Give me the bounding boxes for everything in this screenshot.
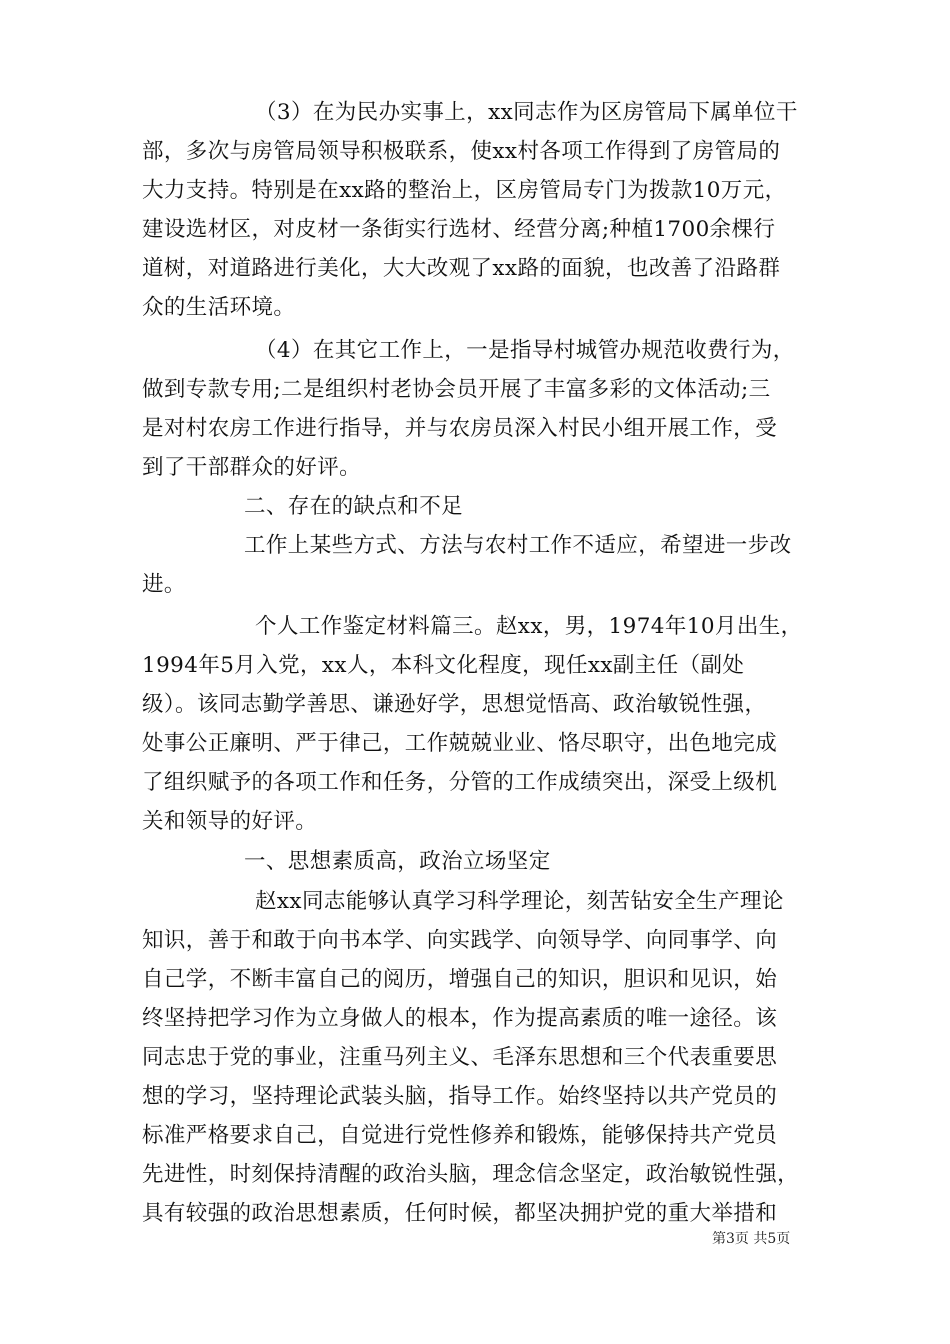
- text-line: 关和领导的好评。: [142, 809, 318, 834]
- text-line: 部，多次与房管局领导积极联系，使xx村各项工作得到了房管局的: [142, 139, 781, 164]
- page-number: 第3页 共5页: [712, 1231, 791, 1247]
- text-line: 先进性，时刻保持清醒的政治头脑，理念信念坚定，政治敏锐性强，: [142, 1162, 800, 1187]
- text-line: 进。: [142, 572, 186, 597]
- text-line: 个人工作鉴定材料篇三。赵xx，男，1974年10月出生，: [255, 614, 803, 639]
- text-line: 知识，善于和敢于向书本学、向实践学、向领导学、向同事学、向: [142, 928, 778, 953]
- text-line: 到了干部群众的好评。: [142, 455, 362, 480]
- text-line: 终坚持把学习作为立身做人的根本，作为提高素质的唯一途径。该: [142, 1006, 778, 1031]
- text-line: 一、思想素质高，政治立场坚定: [244, 849, 551, 874]
- text-line: 做到专款专用;二是组织村老协会员开展了丰富多彩的文体活动;三: [142, 377, 771, 402]
- text-line: 是对村农房工作进行指导，并与农房员深入村民小组开展工作，受: [142, 416, 778, 441]
- text-line: 级）。该同志勤学善思、谦逊好学，思想觉悟高、政治敏锐性强，: [142, 692, 767, 717]
- text-line: 大力支持。特别是在xx路的整治上，区房管局专门为拨款10万元，: [142, 178, 787, 203]
- text-line: 同志忠于党的事业，注重马列主义、毛泽东思想和三个代表重要思: [142, 1045, 778, 1070]
- text-line: （4）在其它工作上，一是指导村城管办规范收费行为，: [255, 338, 795, 363]
- text-line: 想的学习，坚持理论武装头脑，指导工作。始终坚持以共产党员的: [142, 1084, 778, 1109]
- text-line: 自己学，不断丰富自己的阅历，增强自己的知识，胆识和见识，始: [142, 967, 778, 992]
- text-line: 具有较强的政治思想素质，任何时候，都坚决拥护党的重大举措和: [142, 1201, 778, 1226]
- text-line: 道树，对道路进行美化，大大改观了xx路的面貌，也改善了沿路群: [142, 256, 781, 281]
- text-line: （3）在为民办实事上，xx同志作为区房管局下属单位干: [255, 100, 798, 125]
- text-line: 标准严格要求自己，自觉进行党性修养和锻炼，能够保持共产党员: [142, 1123, 778, 1148]
- text-line: 工作上某些方式、方法与农村工作不适应，希望进一步改: [244, 533, 792, 558]
- text-line: 众的生活环境。: [142, 295, 296, 320]
- text-line: 了组织赋予的各项工作和任务，分管的工作成绩突出，深受上级机: [142, 770, 778, 795]
- text-line: 二、存在的缺点和不足: [244, 494, 464, 519]
- text-line: 1994年5月入党，xx人，本科文化程度，现任xx副主任（副处: [142, 653, 745, 678]
- text-line: 建设选材区，对皮材一条街实行选材、经营分离;种植1700余棵行: [142, 217, 776, 242]
- text-line: 处事公正廉明、严于律己，工作兢兢业业、恪尽职守，出色地完成: [142, 731, 778, 756]
- text-line: 赵xx同志能够认真学习科学理论，刻苦钻安全生产理论: [255, 889, 784, 914]
